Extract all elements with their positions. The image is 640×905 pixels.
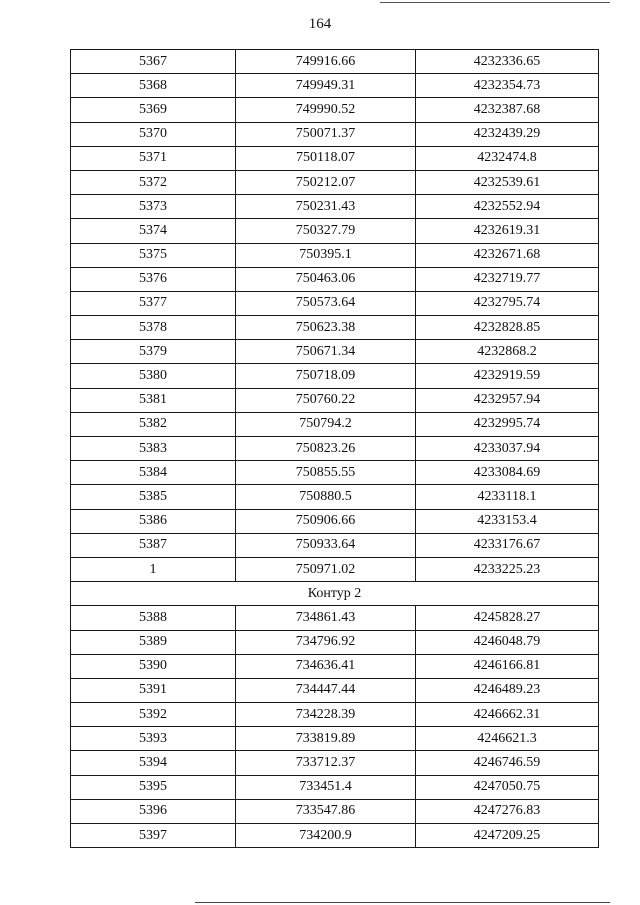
y-coordinate-cell: 4232552.94 [416,195,599,219]
x-coordinate-cell: 749949.31 [236,74,416,98]
y-coordinate-cell: 4246489.23 [416,678,599,702]
y-coordinate-cell: 4246662.31 [416,703,599,727]
y-coordinate-cell: 4246166.81 [416,654,599,678]
point-number-cell: 5368 [71,74,236,98]
x-coordinate-cell: 733451.4 [236,775,416,799]
x-coordinate-cell: 750671.34 [236,340,416,364]
x-coordinate-cell: 750823.26 [236,437,416,461]
y-coordinate-cell: 4232474.8 [416,146,599,170]
table-row [71,340,599,364]
table-row [71,509,599,533]
table-row [71,727,599,751]
x-coordinate-cell: 750623.38 [236,316,416,340]
table-row [71,219,599,243]
point-number-cell: 5367 [71,50,236,74]
table-row [71,799,599,823]
point-number-cell: 5380 [71,364,236,388]
x-coordinate-cell: 750231.43 [236,195,416,219]
x-coordinate-cell: 750971.02 [236,557,416,581]
y-coordinate-cell: 4233225.23 [416,557,599,581]
point-number-cell: 5375 [71,243,236,267]
x-coordinate-cell: 734796.92 [236,630,416,654]
y-coordinate-cell: 4247050.75 [416,775,599,799]
table-row [71,50,599,74]
x-coordinate-cell: 750855.55 [236,461,416,485]
coordinates-table [70,49,599,848]
point-number-cell: 1 [71,557,236,581]
table-row [71,74,599,98]
x-coordinate-cell: 750071.37 [236,122,416,146]
point-number-cell: 5388 [71,606,236,630]
point-number-cell: 5374 [71,219,236,243]
x-coordinate-cell: 750395.1 [236,243,416,267]
x-coordinate-cell: 749916.66 [236,50,416,74]
x-coordinate-cell: 733819.89 [236,727,416,751]
point-number-cell: 5397 [71,824,236,848]
table-row [71,824,599,848]
x-coordinate-cell: 750794.2 [236,412,416,436]
y-coordinate-cell: 4232336.65 [416,50,599,74]
table-row [71,606,599,630]
x-coordinate-cell: 750327.79 [236,219,416,243]
x-coordinate-cell: 734447.44 [236,678,416,702]
x-coordinate-cell: 750463.06 [236,267,416,291]
x-coordinate-cell: 750933.64 [236,533,416,557]
table-row [71,364,599,388]
top-edge-rule [380,2,610,3]
y-coordinate-cell: 4232387.68 [416,98,599,122]
point-number-cell: 5370 [71,122,236,146]
y-coordinate-cell: 4247276.83 [416,799,599,823]
x-coordinate-cell: 733712.37 [236,751,416,775]
point-number-cell: 5372 [71,170,236,194]
page-number: 164 [308,16,332,32]
section-header-row [71,582,599,606]
y-coordinate-cell: 4232719.77 [416,267,599,291]
y-coordinate-cell: 4232619.31 [416,219,599,243]
y-coordinate-cell: 4232919.59 [416,364,599,388]
point-number-cell: 5371 [71,146,236,170]
y-coordinate-cell: 4233176.67 [416,533,599,557]
point-number-cell: 5387 [71,533,236,557]
table-row [71,654,599,678]
table-row [71,485,599,509]
table-row [71,533,599,557]
table-row [71,412,599,436]
table-row [71,243,599,267]
x-coordinate-cell: 734200.9 [236,824,416,848]
point-number-cell: 5391 [71,678,236,702]
y-coordinate-cell: 4233037.94 [416,437,599,461]
point-number-cell: 5378 [71,316,236,340]
table-row [71,316,599,340]
point-number-cell: 5379 [71,340,236,364]
point-number-cell: 5384 [71,461,236,485]
point-number-cell: 5381 [71,388,236,412]
x-coordinate-cell: 750212.07 [236,170,416,194]
y-coordinate-cell: 4246048.79 [416,630,599,654]
point-number-cell: 5377 [71,291,236,315]
point-number-cell: 5369 [71,98,236,122]
x-coordinate-cell: 750906.66 [236,509,416,533]
x-coordinate-cell: 733547.86 [236,799,416,823]
table-row [71,557,599,581]
y-coordinate-cell: 4232439.29 [416,122,599,146]
table-row [71,437,599,461]
x-coordinate-cell: 750760.22 [236,388,416,412]
y-coordinate-cell: 4247209.25 [416,824,599,848]
table-row [71,122,599,146]
coordinates-table-body [71,50,599,848]
point-number-cell: 5382 [71,412,236,436]
table-row [71,630,599,654]
y-coordinate-cell: 4232795.74 [416,291,599,315]
y-coordinate-cell: 4233153.4 [416,509,599,533]
x-coordinate-cell: 734228.39 [236,703,416,727]
point-number-cell: 5386 [71,509,236,533]
x-coordinate-cell: 750718.09 [236,364,416,388]
point-number-cell: 5389 [71,630,236,654]
bottom-edge-rule [195,902,610,903]
x-coordinate-cell: 749990.52 [236,98,416,122]
y-coordinate-cell: 4233084.69 [416,461,599,485]
y-coordinate-cell: 4232539.61 [416,170,599,194]
y-coordinate-cell: 4246746.59 [416,751,599,775]
x-coordinate-cell: 750573.64 [236,291,416,315]
point-number-cell: 5395 [71,775,236,799]
table-row [71,703,599,727]
table-row [71,388,599,412]
y-coordinate-cell: 4232354.73 [416,74,599,98]
x-coordinate-cell: 734861.43 [236,606,416,630]
x-coordinate-cell: 750880.5 [236,485,416,509]
y-coordinate-cell: 4232671.68 [416,243,599,267]
y-coordinate-cell: 4245828.27 [416,606,599,630]
point-number-cell: 5393 [71,727,236,751]
table-row [71,461,599,485]
point-number-cell: 5373 [71,195,236,219]
y-coordinate-cell: 4232828.85 [416,316,599,340]
x-coordinate-cell: 750118.07 [236,146,416,170]
x-coordinate-cell: 734636.41 [236,654,416,678]
point-number-cell: 5390 [71,654,236,678]
y-coordinate-cell: 4233118.1 [416,485,599,509]
table-row [71,291,599,315]
point-number-cell: 5385 [71,485,236,509]
y-coordinate-cell: 4246621.3 [416,727,599,751]
point-number-cell: 5376 [71,267,236,291]
y-coordinate-cell: 4232868.2 [416,340,599,364]
table-row [71,98,599,122]
point-number-cell: 5396 [71,799,236,823]
table-row [71,195,599,219]
section-title: Контур 2 [71,582,599,606]
table-row [71,170,599,194]
table-row [71,678,599,702]
point-number-cell: 5392 [71,703,236,727]
table-row [71,751,599,775]
y-coordinate-cell: 4232995.74 [416,412,599,436]
table-row [71,146,599,170]
table-row [71,775,599,799]
point-number-cell: 5383 [71,437,236,461]
table-row [71,267,599,291]
y-coordinate-cell: 4232957.94 [416,388,599,412]
point-number-cell: 5394 [71,751,236,775]
